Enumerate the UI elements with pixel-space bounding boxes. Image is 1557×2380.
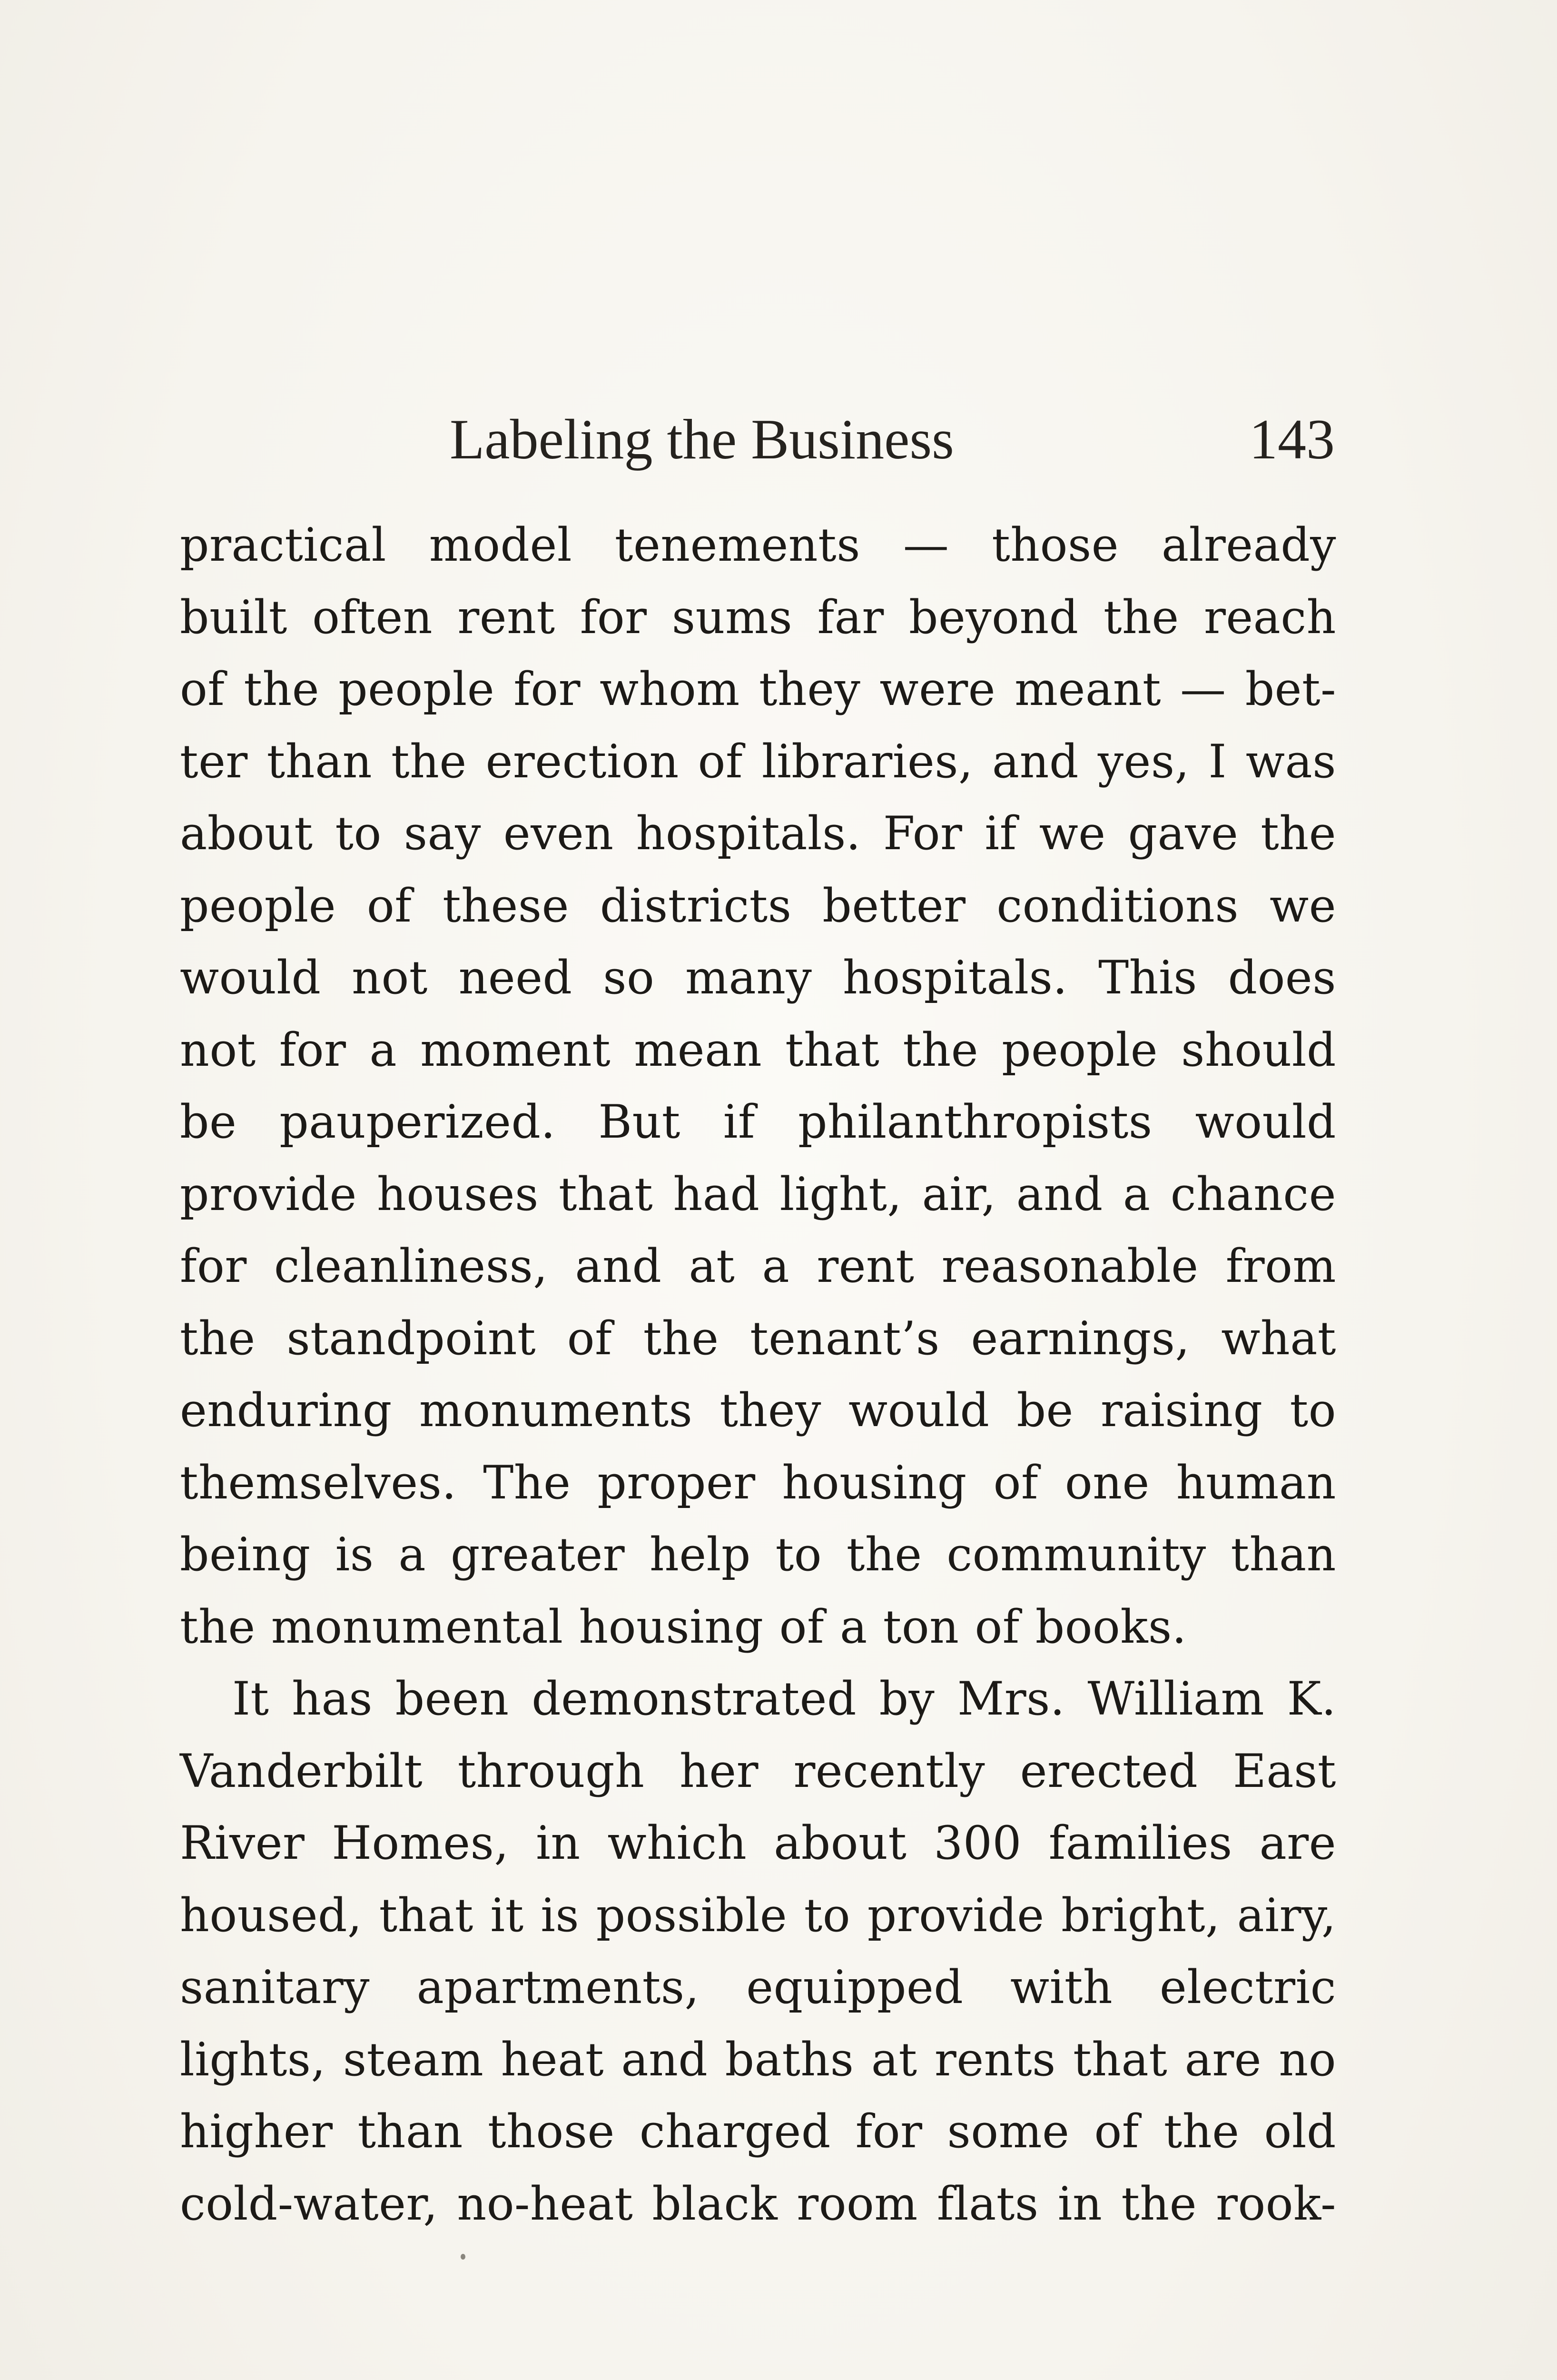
text-line: housed, that it is possible to provide bright, airy,	[180, 1888, 1336, 1942]
text-line: ter than the erection of libraries, and yes, I was	[180, 734, 1336, 788]
page-number: 143	[1249, 407, 1335, 471]
text-line: the standpoint of the tenant’s earnings, what	[180, 1311, 1336, 1365]
text-line: would not need so many hospitals. This does	[180, 951, 1336, 1004]
running-title: Labeling the Business	[450, 407, 954, 471]
text-line: sanitary apartments, equipped with electric	[180, 1961, 1336, 2014]
text-line: of the people for whom they were meant — bet-	[180, 663, 1336, 716]
text-line: River Homes, in which about 300 families are	[180, 1816, 1336, 1870]
text-line: cold-water, no-heat black room flats in the rook-	[180, 2177, 1336, 2231]
text-line: higher than those charged for some of the old	[180, 2105, 1336, 2158]
text-line: about to say even hospitals. For if we gave the	[180, 807, 1336, 860]
body-text	[180, 509, 1336, 2240]
text-line: people of these districts better conditions we	[180, 879, 1336, 932]
text-line: be pauperized. But if philanthropists would	[180, 1095, 1336, 1149]
text-line: for cleanliness, and at a rent reasonable from	[180, 1240, 1336, 1293]
text-line: enduring monuments they would be raising to	[180, 1384, 1336, 1437]
text-line: It has been demonstrated by Mrs. William K.	[232, 1672, 1336, 1726]
text-line: the monumental housing of a ton of books.	[180, 1600, 1187, 1654]
text-line: built often rent for sums far beyond the reach	[180, 590, 1336, 644]
text-line: lights, steam heat and baths at rents that are no	[180, 2033, 1336, 2086]
running-head	[450, 404, 1335, 475]
text-line: practical model tenements — those already	[180, 518, 1336, 572]
paper-speck	[461, 2254, 465, 2260]
text-line: Vanderbilt through her recently erected East	[180, 1744, 1336, 1798]
text-line: being is a greater help to the community than	[180, 1528, 1336, 1581]
text-line: themselves. The proper housing of one human	[180, 1456, 1336, 1509]
text-line: provide houses that had light, air, and a chance	[180, 1167, 1336, 1221]
text-line: not for a moment mean that the people should	[180, 1023, 1336, 1077]
